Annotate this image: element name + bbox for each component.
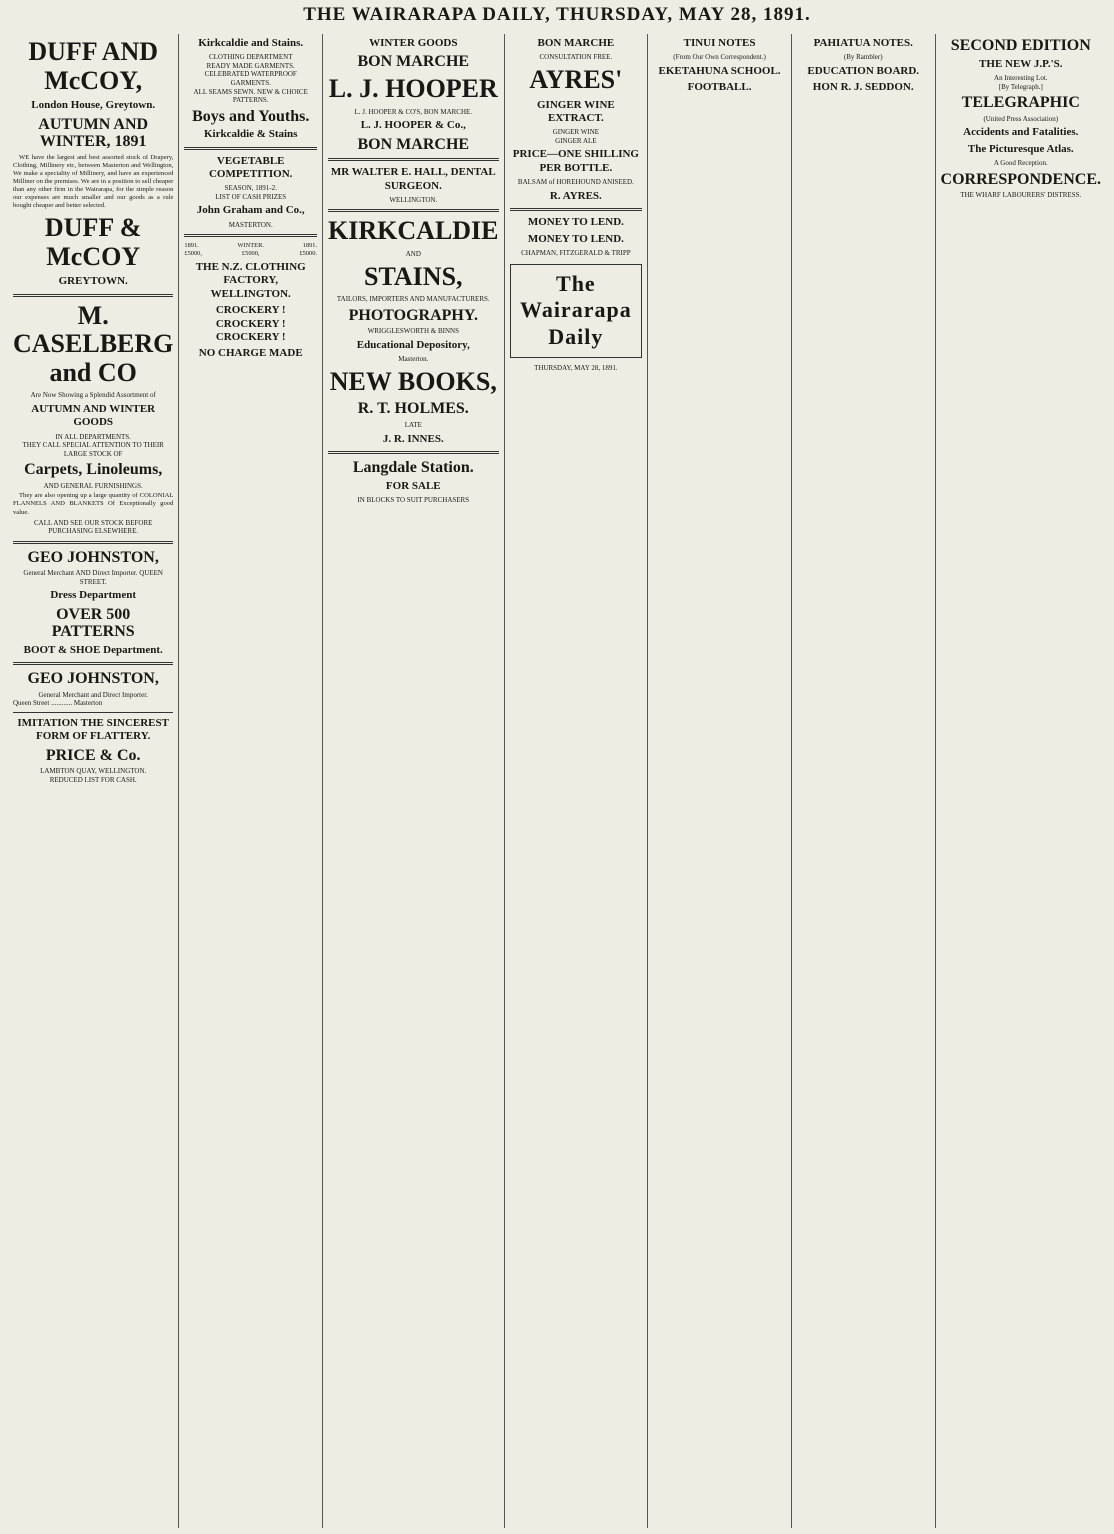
- picturesque-atlas: The Picturesque Atlas.: [967, 142, 1074, 155]
- good-reception: A Good Reception.: [993, 159, 1048, 167]
- year-row: [184, 242, 317, 250]
- winter-label: WINTER.: [237, 242, 264, 250]
- divider: [328, 158, 498, 161]
- new-books-heading: NEW BOOKS,: [329, 366, 497, 396]
- crockery-heading: CROCKERY ! CROCKERY ! CROCKERY !: [215, 304, 286, 344]
- column-7: [936, 34, 1106, 1528]
- divider: [328, 209, 498, 212]
- wharf-labourers: THE WHARF LABOURERS' DISTRESS.: [960, 191, 1082, 200]
- divider: [13, 294, 173, 297]
- column-5: [648, 34, 792, 1528]
- flannels-text: They are also opening up a large quantity of COLONIAL FLANNELS AND BLANKETS Of Exceptionally good value.: [13, 492, 174, 516]
- geo-johnston-sub: General Merchant AND Direct Importer. QUEEN STREET.: [23, 569, 163, 586]
- furnishings-text: AND GENERAL FURNISHINGS.: [43, 481, 143, 490]
- interesting-lot: An Interesting Lot.: [994, 74, 1048, 82]
- clothing-dept: CLOTHING DEPARTMENT: [208, 53, 293, 62]
- educational-town: Masterton.: [398, 355, 429, 364]
- united-press: (United Press Association): [983, 114, 1059, 123]
- hooper-sub: L. J. HOOPER & CO'S, BON MARCHE.: [354, 107, 473, 116]
- amount-3: £5000.: [299, 250, 318, 258]
- waterproof-garments: CELEBRATED WATERPROOF GARMENTS.: [204, 70, 297, 87]
- tailors-text: TAILORS, IMPORTERS AND MANUFACTURERS.: [336, 295, 490, 304]
- education-board: EDUCATION BOARD.: [807, 64, 920, 77]
- divider: [13, 712, 173, 713]
- duff-mccoy-logo: DUFF & McCOY: [44, 213, 142, 271]
- john-graham-heading: John Graham and Co.,: [196, 204, 305, 217]
- ready-made: READY MADE GARMENTS.: [206, 61, 295, 70]
- dental-surgeon: MR WALTER E. HALL, DENTAL SURGEON.: [330, 166, 496, 192]
- ayres-heading: AYRES': [529, 64, 623, 94]
- caselberg-heading: M. CASELBERG and CO: [13, 300, 174, 387]
- bon-marche-heading: BON MARCHE: [357, 53, 470, 71]
- newspaper-flag: The Wairarapa Daily: [510, 264, 643, 358]
- hooper-heading: L. J. HOOPER: [328, 74, 498, 103]
- dental-town: WELLINGTON.: [389, 195, 438, 204]
- geo-johnston-sub-2: General Merchant and Direct Importer.: [38, 690, 148, 699]
- season-heading: AUTUMN AND WINTER, 1891: [38, 115, 149, 151]
- column-1: [8, 34, 179, 1528]
- ayres-sig: R. AYRES.: [549, 189, 602, 202]
- new-jps-heading: THE NEW J.P.'S.: [979, 57, 1063, 70]
- all-seams: ALL SEAMS SEWN. NEW & CHOICE PATTERNS.: [193, 87, 308, 105]
- columns: [8, 34, 1106, 1528]
- second-edition: SECOND EDITION: [950, 37, 1091, 54]
- late-label: LATE: [404, 420, 422, 429]
- autumn-winter-goods: AUTUMN AND WINTER GOODS: [31, 402, 156, 429]
- wrigglesworth-binns: WRIGGLESWORTH & BINNS: [367, 327, 459, 336]
- amount-row: [184, 250, 317, 258]
- year-label-1: 1891.: [184, 242, 199, 250]
- geo-johnston-heading-2: GEO JOHNSTON,: [27, 670, 159, 688]
- pahiatua-notes: PAHIATUA NOTES.: [813, 37, 913, 49]
- john-graham-town: MASTERTON.: [228, 220, 273, 229]
- showing-text: Are Now Showing a Splendid Assortment of: [30, 391, 156, 400]
- kirkcaldie-large: KIRKCALDIE: [328, 216, 499, 246]
- price-per-bottle: PRICE—ONE SHILLING PER BOTTLE.: [512, 148, 639, 174]
- greytown-label: GREYTOWN.: [58, 275, 128, 288]
- divider: [13, 662, 173, 665]
- elsewhere-text: CALL AND SEE OUR STOCK BEFORE PURCHASING ELSEWHERE.: [33, 518, 153, 536]
- lambton-quay: LAMBTON QUAY, WELLINGTON.: [40, 767, 147, 776]
- eketahuna-school: EKETAHUNA SCHOOL.: [658, 64, 781, 77]
- divider: [13, 541, 173, 544]
- boys-youths-heading: Boys and Youths.: [192, 107, 310, 125]
- tinui-notes: TINUI NOTES: [683, 37, 756, 49]
- cash-prizes: LIST OF CASH PRIZES: [215, 192, 287, 201]
- photography-heading: PHOTOGRAPHY.: [348, 306, 478, 324]
- seddon-heading: HON R. J. SEDDON.: [812, 81, 914, 94]
- ginger-wine: GINGER WINE: [552, 128, 600, 137]
- divider: [510, 208, 643, 211]
- reduced-list: REDUCED LIST FOR CASH.: [49, 775, 137, 784]
- kirkcaldie-heading: Kirkcaldie and Stains.: [198, 37, 304, 49]
- flag-date: THURSDAY, MAY 28, 1891.: [534, 363, 618, 372]
- column-4: [505, 34, 649, 1528]
- langdale-heading: Langdale Station.: [352, 458, 474, 476]
- kirkcaldie-heading-2: Kirkcaldie & Stains: [203, 128, 298, 141]
- chapman-solicitors: CHAPMAN, FITZGERALD & TRIPP: [521, 248, 631, 257]
- correspondence-heading: CORRESPONDENCE.: [940, 170, 1102, 188]
- accidents-heading: Accidents and Fatalities.: [963, 126, 1079, 139]
- amount-2: £5000,: [241, 250, 260, 258]
- stains-large: STAINS,: [364, 261, 463, 291]
- no-charge-made: NO CHARGE MADE: [198, 347, 303, 360]
- consultation-free: CONSULTATION FREE.: [539, 53, 613, 62]
- patterns-heading: OVER 500 PATTERNS: [51, 605, 135, 641]
- carpets-heading: Carpets, Linoleums,: [24, 461, 163, 479]
- nz-clothing-factory: THE N.Z. CLOTHING FACTORY, WELLINGTON.: [195, 261, 306, 300]
- divider: [184, 147, 317, 150]
- ginger-wine-extract: GINGER WINE EXTRACT.: [537, 98, 615, 124]
- column-6: [792, 34, 936, 1528]
- innes-heading: J. R. INNES.: [382, 432, 444, 445]
- pahiatua-byline: (By Rambler): [843, 53, 883, 62]
- duff-mccoy-text: WE have the largest and best assorted stock of Drapery, Clothing, Millinery etc, between Masterton and Wellington, We make a speciality of Millinery, and have an experienced Milliner on the premises. We are in a position to sell cheaper than any other firm in the Wairarapa, for the simple reason our expenses are much smaller and our goods as a rule bought cheaper and better selected.: [13, 153, 174, 209]
- price-co-heading: PRICE & Co.: [45, 746, 141, 764]
- by-telegraph: [By Telegraph.]: [998, 82, 1043, 91]
- duff-mccoy-subheading: London House, Greytown.: [31, 99, 156, 112]
- dress-department: Dress Department: [50, 589, 136, 602]
- duff-mccoy-heading: DUFF AND McCOY,: [28, 37, 159, 95]
- queen-street: Queen Street ............ Masterton: [13, 699, 103, 708]
- blocks-text: IN BLOCKS TO SUIT PURCHASERS: [357, 495, 470, 504]
- holmes-heading: R. T. HOLMES.: [357, 400, 469, 418]
- amount-1: £5000,: [184, 250, 202, 258]
- money-to-lend-2: MONEY TO LEND.: [527, 232, 624, 245]
- telegraphic-heading: TELEGRAPHIC: [961, 94, 1080, 112]
- call-attention-text: THEY CALL SPECIAL ATTENTION TO THEIR LARGE STOCK OF: [22, 441, 164, 458]
- divider: [328, 451, 498, 454]
- tinui-byline: (From Our Own Correspondent.): [673, 53, 766, 62]
- balsam-horehound: BALSAM of HOREHOUND ANISEED.: [517, 178, 634, 187]
- divider: [184, 234, 317, 237]
- for-sale: FOR SALE: [385, 479, 441, 492]
- imitation-heading: IMITATION THE SINCEREST FORM OF FLATTERY.: [17, 716, 169, 743]
- hooper-heading-2: L. J. HOOPER & Co.,: [360, 119, 466, 132]
- football-heading: FOOTBALL.: [687, 81, 752, 94]
- ginger-ale: GINGER ALE: [555, 136, 597, 145]
- vegetable-competition: VEGETABLE COMPETITION.: [208, 154, 293, 180]
- bon-marche-heading-2: BON MARCHE: [357, 135, 470, 153]
- departments-text: IN ALL DEPARTMENTS.: [55, 432, 131, 441]
- bon-marche-extended: BON MARCHE: [537, 37, 615, 49]
- educational-depository: Educational Depository,: [356, 338, 470, 351]
- winter-goods: WINTER GOODS: [369, 37, 458, 49]
- column-2: [179, 34, 323, 1528]
- year-label-2: 1891.: [302, 242, 318, 250]
- and-label: AND: [405, 250, 421, 259]
- money-to-lend-1: MONEY TO LEND.: [527, 216, 624, 229]
- column-3: [323, 34, 504, 1528]
- geo-johnston-heading: GEO JOHNSTON,: [27, 548, 159, 566]
- masthead: THE WAIRARAPA DAILY, THURSDAY, MAY 28, 1891.: [303, 4, 811, 25]
- vegetable-season: SEASON, 1891-2.: [224, 184, 277, 193]
- boot-department: BOOT & SHOE Department.: [23, 643, 163, 656]
